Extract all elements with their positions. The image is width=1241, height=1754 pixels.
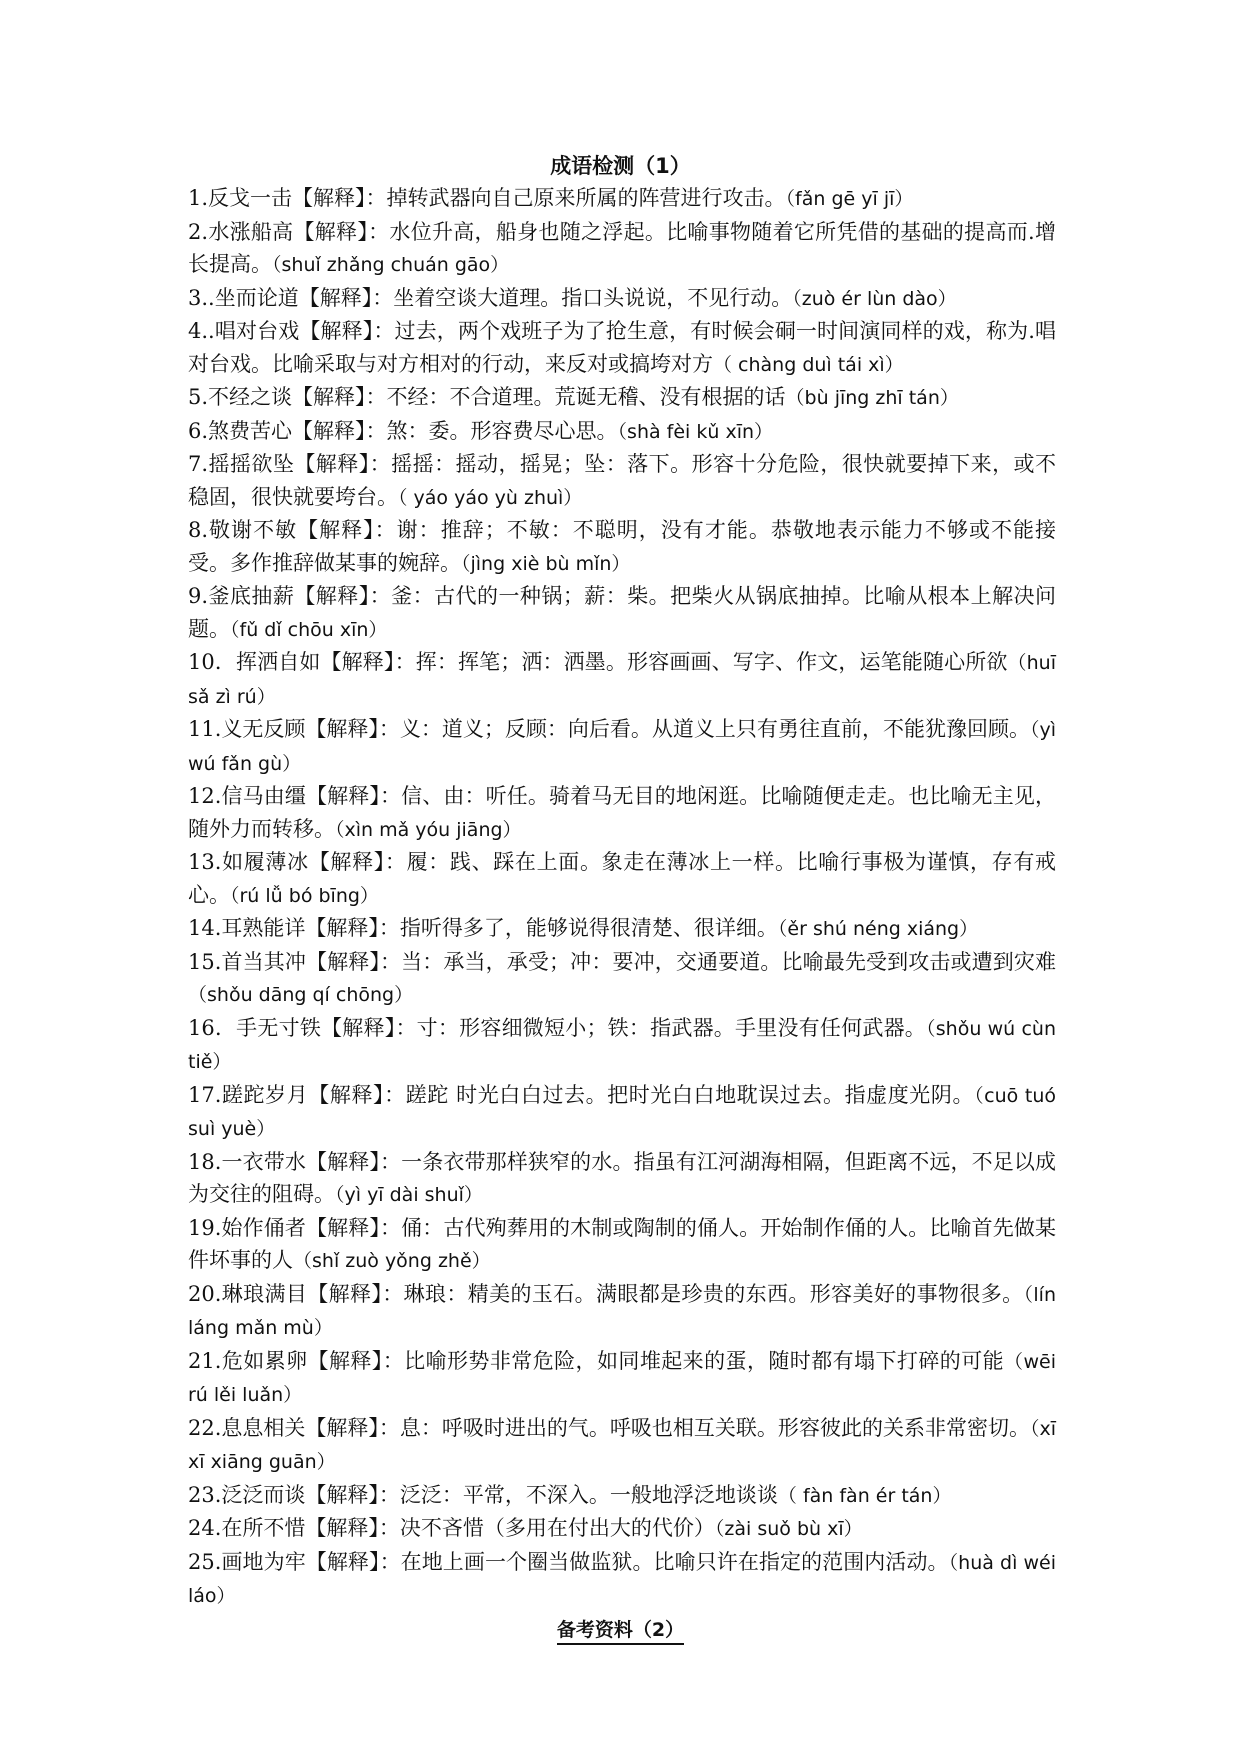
idiom-entry [188, 1479, 1056, 1513]
idiom-text: 2.水涨船高【解释】：水位升高，船身也随之浮起。比喻事物随着它所凭借的基础的提高而.增长提高。 [188, 219, 1056, 276]
idiom-pinyin: （xī xī xiāng guān） [188, 1417, 1056, 1473]
idiom-text: 13.如履薄冰【解释】：履：践、踩在上面。象走在薄冰上一样。比喻行事极为谨慎，存有戒心。 [188, 850, 1056, 907]
idiom-text: 16．手无寸铁【解释】：寸：形容细微短小；铁：指武器。手里没有任何武器。 [188, 1015, 927, 1040]
idiom-text: 15.首当其冲【解释】：当：承当，承受；冲：要冲，交通要道。比喻最先受到攻击或遭到灾难 [188, 949, 1056, 974]
idiom-text: 8.敬谢不敏【解释】：谢：推辞；不敏：不聪明，没有才能。恭敬地表示能力不够或不能接受。多作推辞做某事的婉辞。 [188, 518, 1056, 575]
idiom-entry [188, 1212, 1056, 1278]
idiom-entry [188, 580, 1056, 646]
idiom-pinyin: （zài suǒ bù xī） [714, 1518, 863, 1540]
idiom-text: 23.泛泛而谈【解释】：泛泛：平常，不深入。一般地浮泛地谈谈 [188, 1482, 778, 1507]
idiom-pinyin: （shà fèi kǔ xīn） [617, 420, 774, 443]
idiom-text: 1.反戈一击【解释】：掉转武器向自己原来所属的阵营进行攻击。 [188, 186, 786, 210]
idiom-text: 18.一衣带水【解释】：一条衣带那样狭窄的水。指虽有江河湖海相隔，但距离不远，不足以成为交往的阻碍。 [188, 1149, 1056, 1206]
idiom-pinyin: （fǔ dǐ chōu xīn） [230, 618, 388, 641]
document-title: 成语检测（1） [550, 154, 691, 178]
idiom-text: 21.危如累卵【解释】：比喻形势非常危险，如同堆起来的蛋，随时都有塌下打碎的可能 [188, 1348, 1005, 1373]
idiom-entry [188, 713, 1056, 780]
idiom-pinyin: （cuō tuó suì yuè） [188, 1084, 1056, 1140]
idiom-text: 20.琳琅满目【解释】：琳琅：精美的玉石。满眼都是珍贵的东西。形容美好的事物很多。 [188, 1281, 1024, 1306]
idiom-pinyin: （ěr shú néng xiáng） [777, 918, 979, 940]
idiom-text: 11.义无反顾【解释】：义：道义；反顾：向后看。从道义上只有勇往直前，不能犹豫回顾。 [188, 717, 1030, 741]
idiom-entry [188, 946, 1056, 1012]
idiom-pinyin: （shǒu dāng qí chōng） [188, 984, 414, 1006]
idiom-entry [188, 514, 1056, 580]
idiom-pinyin: （lín láng mǎn mù） [188, 1283, 1056, 1339]
idiom-text: 19.始作俑者【解释】：俑：古代殉葬用的木制或陶制的俑人。开始制作俑的人。比喻首先做某件坏事的人 [188, 1215, 1056, 1272]
idiom-text: 24.在所不惜【解释】：决不吝惜（多用在付出大的代价） [188, 1516, 715, 1540]
idiom-entry [188, 1146, 1056, 1212]
idiom-entry [188, 846, 1056, 912]
idiom-entry [188, 1278, 1056, 1345]
idiom-entry [188, 182, 1056, 216]
idiom-text: 7.摇摇欲坠【解释】：摇摇：摇动，摇晃；坠：落下。形容十分危险，很快就要掉下来，或不稳固，很快就要垮台。 [188, 452, 1056, 509]
idiom-text: 5.不经之谈【解释】：不经：不合道理。荒诞无稽、没有根据的话 [188, 385, 786, 409]
idiom-pinyin: （xìn mǎ yóu jiāng） [335, 818, 522, 841]
idiom-entry [188, 1345, 1056, 1412]
idiom-text: 6.煞费苦心【解释】：煞：委。形容费尽心思。 [188, 418, 618, 443]
idiom-pinyin: （yì wú fǎn gù） [188, 719, 1056, 775]
idiom-pinyin: （jìng xiè bù mǐn） [461, 552, 631, 575]
page-footer [0, 1615, 1241, 1642]
idiom-pinyin: （shǐ zuò yǒng zhě） [293, 1250, 491, 1272]
idiom-pinyin: （zuò ér lùn dào） [792, 287, 957, 310]
idiom-entry [188, 1079, 1056, 1146]
idiom-entry [188, 216, 1056, 282]
idiom-entry [188, 282, 1056, 316]
idiom-pinyin: （fǎn gē yī jī） [785, 188, 914, 210]
idiom-entry [188, 646, 1056, 713]
idiom-pinyin: （shǒu wú cùn tiě） [188, 1017, 1056, 1073]
idiom-entry [188, 1512, 1056, 1546]
idiom-entry [188, 912, 1056, 946]
idiom-pinyin: （wēi rú lěi luǎn） [188, 1350, 1056, 1406]
idiom-text: 14.耳熟能详【解释】：指听得多了，能够说得很清楚、很详细。 [188, 916, 778, 940]
idiom-text: 10．挥洒自如【解释】：挥：挥笔；洒：洒墨。形容画画、写字、作文，运笔能随心所欲 [188, 650, 1008, 674]
idiom-text: 12.信马由缰【解释】：信、由：听任。骑着马无目的地闲逛。比喻随便走走。也比喻无主见，随外力而转移。 [188, 784, 1056, 841]
idiom-pinyin: （bù jīng zhī tán） [785, 387, 959, 409]
idiom-text: 22.息息相关【解释】：息：呼吸时进出的气。呼吸也相互关联。形容彼此的关系非常密切。 [188, 1415, 1030, 1440]
idiom-text: 3..坐而论道【解释】：坐着空谈大道理。指口头说说，不见行动。 [188, 285, 793, 310]
idiom-entry [188, 780, 1056, 846]
idiom-pinyin: （rú lǚ bó bīng） [230, 884, 379, 907]
idiom-pinyin: （huī sǎ zì rú） [188, 652, 1056, 708]
idiom-pinyin: （huà dì wéi láo） [188, 1551, 1056, 1607]
idiom-entry [188, 381, 1056, 415]
idiom-entry [188, 1546, 1056, 1613]
idiom-pinyin: （ chàng duì tái xì） [713, 353, 904, 376]
idiom-entry [188, 1412, 1056, 1479]
idiom-text: 9.釜底抽薪【解释】：釜：古代的一种锅；薪：柴。把柴火从锅底抽掉。比喻从根本上解决问题。 [188, 584, 1056, 641]
idiom-list [188, 182, 1056, 1613]
idiom-text: 17.蹉跎岁月【解释】：蹉跎 时光白白过去。把时光白白地耽误过去。指虚度光阴。 [188, 1082, 975, 1107]
idiom-entry [188, 415, 1056, 449]
idiom-pinyin: （yì yī dài shuǐ） [335, 1184, 483, 1206]
idiom-pinyin: （ yáo yáo yù zhuì） [398, 486, 583, 509]
idiom-pinyin: （shuǐ zhǎng chuán gāo） [272, 254, 510, 276]
idiom-pinyin: （ fàn fàn ér tán） [777, 1484, 952, 1507]
idiom-entry [188, 315, 1056, 381]
idiom-text: 25.画地为牢【解释】：在地上画一个圈当做监狱。比喻只许在指定的范围内活动。 [188, 1549, 949, 1574]
idiom-entry [188, 448, 1056, 514]
footer-label: 备考资料（2） [557, 1619, 684, 1645]
idiom-text: 4..唱对台戏【解释】：过去，两个戏班子为了抢生意，有时候会硐一时间演同样的戏，称为.唱对台戏。比喻采取与对方相对的行动，来反对或搞垮对方 [188, 319, 1056, 376]
idiom-entry [188, 1012, 1056, 1079]
